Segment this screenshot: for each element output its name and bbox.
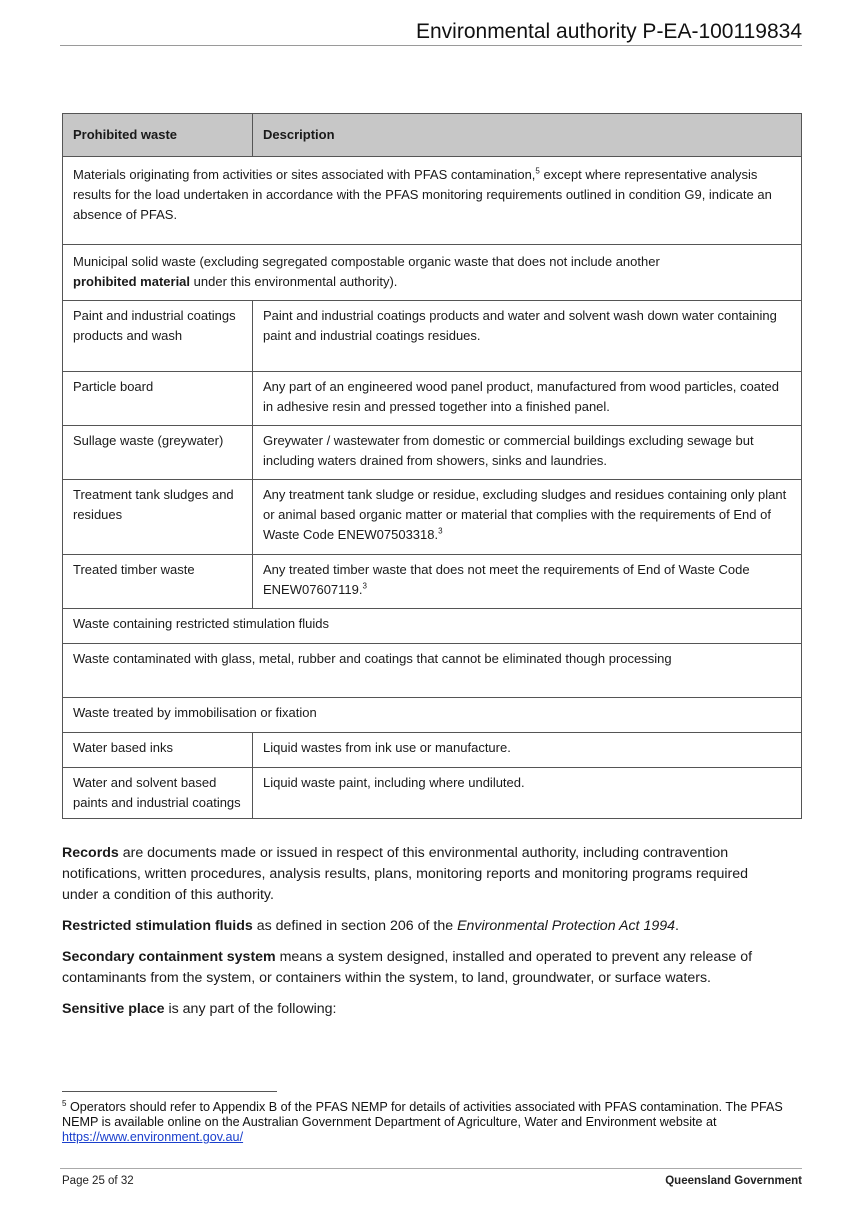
table-row — [63, 555, 802, 609]
waste-desc-cell: Liquid wastes from ink use or manufacture. — [253, 733, 802, 768]
definition-term: Sensitive place — [62, 1001, 165, 1017]
table-row — [63, 301, 802, 372]
pfas-cell — [63, 157, 802, 245]
table-row — [63, 480, 802, 555]
definition-text: is any part of the following: — [164, 1001, 337, 1017]
document-title: Environmental authority P-EA-100119834 — [415, 20, 802, 43]
immobilisation-cell: Waste treated by immobilisation or fixation — [63, 698, 802, 733]
definition-text-end: . — [675, 918, 679, 934]
table-row — [63, 372, 802, 426]
definition-term: Restricted stimulation fluids — [62, 918, 253, 934]
table-row — [63, 768, 802, 819]
pfas-text: Materials originating from activities or sites associated with PFAS contamination, — [73, 167, 536, 182]
table-header-row — [63, 114, 802, 157]
pfas-text-cont: except where representative analysis results for the load undertaken in accordance with the PFAS monitoring requirements outlined in condition G9, indicate an absence of PFAS. — [73, 167, 772, 222]
waste-desc-cell — [253, 555, 802, 609]
column-header-prohibited-waste: Prohibited waste — [63, 114, 253, 157]
table-row — [63, 733, 802, 768]
footnote-ref: 5 — [535, 166, 540, 176]
msw-cell — [63, 245, 802, 301]
definition-sensitive — [62, 999, 782, 1020]
footnote-divider — [62, 1091, 277, 1092]
waste-name-cell: Particle board — [63, 372, 253, 426]
definition-text: are documents made or issued in respect of this environmental authority, including contravention notifications, written procedures, analysis results, plans, monitoring reports and monitoring programs required under a condition of this authority. — [62, 845, 749, 903]
definition-term: Secondary containment system — [62, 949, 276, 965]
table-row — [63, 644, 802, 698]
environment-website-link[interactable]: https://www.environment.gov.au/ — [62, 1130, 244, 1144]
footnote-ref: 3 — [362, 581, 367, 591]
organisation-name: Queensland Government — [665, 1175, 802, 1187]
act-title: Environmental Protection Act 1994 — [457, 918, 676, 934]
definitions-section — [62, 843, 782, 1030]
waste-name-cell: Treated timber waste — [63, 555, 253, 609]
waste-desc-cell — [253, 480, 802, 555]
waste-name-cell: Sullage waste (greywater) — [63, 426, 253, 480]
definition-text: means a system designed, installed and operated to prevent any release of contaminants from the system, or containers within the system, to land, groundwater, or surface waters. — [62, 949, 753, 986]
waste-desc-cell: Paint and industrial coatings products and water and solvent wash down water containing paint and industrial coatings residues. — [253, 301, 802, 372]
footnote-ref: 3 — [438, 526, 443, 536]
table-row — [63, 698, 802, 733]
definition-restricted — [62, 916, 782, 937]
footer-divider — [60, 1168, 802, 1169]
waste-desc-cell: Liquid waste paint, including where undiluted. — [253, 768, 802, 819]
table-row — [63, 426, 802, 480]
header-divider — [60, 45, 802, 46]
msw-bold-term: prohibited material — [73, 274, 191, 289]
page-number: Page 25 of 32 — [62, 1175, 134, 1187]
column-header-description: Description — [253, 114, 802, 157]
waste-name-cell: Paint and industrial coatings products and wash — [63, 301, 253, 372]
msw-text: Municipal solid waste (excluding segregated compostable organic waste that does not include another — [73, 254, 660, 269]
table-row — [63, 157, 802, 245]
definition-term: Records — [62, 845, 119, 861]
waste-name-cell: Water based inks — [63, 733, 253, 768]
definition-text: as defined in section 206 of the — [252, 918, 458, 934]
footnote-text: Operators should refer to Appendix B of the PFAS NEMP for details of activities associated with PFAS contamination. The PFAS NEMP is available online on the Australian Government Department of Agriculture, Water and Environment website at — [62, 1100, 783, 1129]
waste-desc-cell: Greywater / wastewater from domestic or commercial buildings excluding sewage but including waters drained from showers, sinks and laundries. — [253, 426, 802, 480]
footnote — [62, 1100, 807, 1145]
timber-desc-text: Any treated timber waste that does not meet the requirements of End of Waste Code ENEW07607119. — [263, 562, 750, 597]
footnote-number: 5 — [62, 1098, 67, 1108]
msw-text-cont: under this environmental authority). — [190, 274, 398, 289]
definition-secondary — [62, 947, 782, 989]
prohibited-waste-table — [62, 113, 802, 819]
glass-cell: Waste contaminated with glass, metal, rubber and coatings that cannot be eliminated though processing — [63, 644, 802, 698]
table-row — [63, 245, 802, 301]
tank-desc-text: Any treatment tank sludge or residue, excluding sludges and residues containing only plant or animal based organic matter or material that complies with the requirements of End of Waste Code ENEW07503318. — [263, 487, 787, 542]
waste-name-cell: Water and solvent based paints and industrial coatings — [63, 768, 253, 819]
stimulation-cell: Waste containing restricted stimulation fluids — [63, 609, 802, 644]
waste-desc-cell: Any part of an engineered wood panel product, manufactured from wood particles, coated in adhesive resin and pressed together into a finished panel. — [253, 372, 802, 426]
table-row — [63, 609, 802, 644]
definition-records — [62, 843, 782, 906]
waste-name-cell: Treatment tank sludges and residues — [63, 480, 253, 555]
